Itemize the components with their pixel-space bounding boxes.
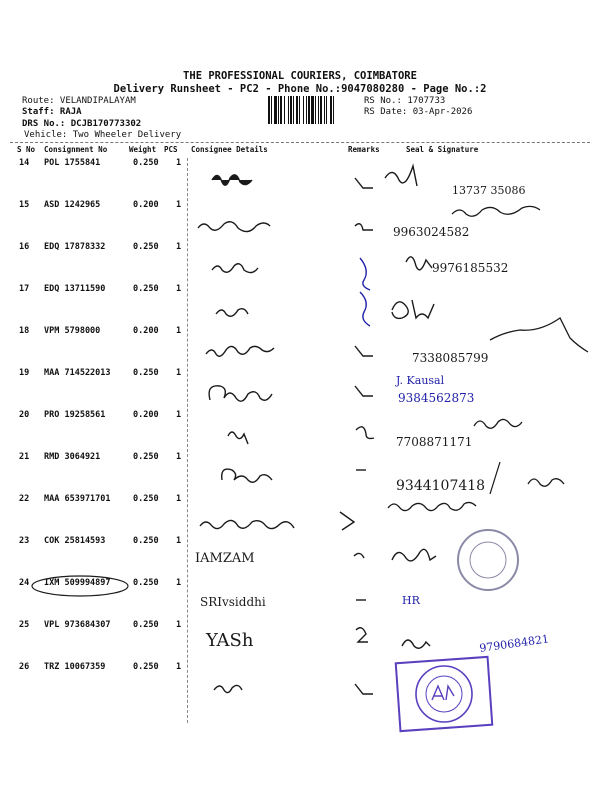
col-sno: S No bbox=[17, 145, 36, 154]
consignee-sign-16 bbox=[212, 264, 258, 273]
row-consignment: IXM 509994897 bbox=[44, 578, 111, 588]
consignee-name-23: IAMZAM bbox=[195, 551, 255, 566]
remark-mark-14 bbox=[355, 178, 373, 188]
signature-15 bbox=[452, 206, 540, 216]
route: Route: VELANDIPALAYAM bbox=[22, 96, 136, 106]
row-sno: 18 bbox=[19, 326, 30, 336]
name-19: J. Kausal bbox=[396, 374, 445, 387]
consignee-sign-19 bbox=[209, 386, 272, 401]
row-sno: 19 bbox=[19, 368, 30, 378]
signature-25 bbox=[402, 640, 430, 648]
remark-mark-26 bbox=[355, 684, 373, 694]
remark-mark-15 bbox=[355, 224, 373, 230]
rs-number: RS No.: 1707733 bbox=[364, 96, 446, 106]
row-pcs: 1 bbox=[176, 536, 182, 546]
row-consignment: MAA 653971701 bbox=[44, 494, 111, 504]
row-consignment: MAA 714522013 bbox=[44, 368, 111, 378]
row-pcs: 1 bbox=[176, 368, 182, 378]
row-consignment: EDQ 13711590 bbox=[44, 284, 106, 294]
row-pcs: 1 bbox=[176, 620, 182, 630]
slash-21 bbox=[490, 462, 500, 494]
row-weight: 0.250 bbox=[133, 662, 159, 672]
consignee-sign-14 bbox=[212, 175, 252, 185]
remark-mark-20 bbox=[356, 427, 374, 439]
remark-mark-22 bbox=[340, 512, 354, 530]
delivery-stamp bbox=[396, 657, 493, 731]
signature-21 bbox=[528, 479, 564, 487]
row-pcs: 1 bbox=[176, 284, 182, 294]
row-weight: 0.250 bbox=[133, 578, 159, 588]
row-sno: 25 bbox=[19, 620, 30, 630]
row-pcs: 1 bbox=[176, 410, 182, 420]
phone-15: 9963024582 bbox=[393, 225, 470, 239]
remark-mark-18 bbox=[355, 346, 373, 356]
consignee-sign-22 bbox=[200, 520, 294, 528]
row-consignment: COK 25814593 bbox=[44, 536, 106, 546]
row-consignment: TRZ 10067359 bbox=[44, 662, 106, 672]
col-signature: Seal & Signature bbox=[406, 145, 479, 154]
row-sno: 15 bbox=[19, 200, 30, 210]
staff: Staff: RAJA bbox=[22, 107, 82, 117]
row-consignment: ASD 1242965 bbox=[44, 200, 101, 210]
row-pcs: 1 bbox=[176, 662, 182, 672]
row-consignment: EDQ 17878332 bbox=[44, 242, 106, 252]
row-weight: 0.250 bbox=[133, 158, 159, 168]
remark-mark-16 bbox=[360, 258, 370, 290]
signature-22 bbox=[388, 502, 476, 510]
consignment-circle-24 bbox=[32, 576, 128, 596]
signature-16 bbox=[406, 257, 432, 270]
row-pcs: 1 bbox=[176, 158, 182, 168]
col-remarks: Remarks bbox=[348, 145, 380, 154]
consignee-sign-26 bbox=[214, 685, 242, 692]
row-consignment: VPM 5798000 bbox=[44, 326, 101, 336]
phone-20: 7708871171 bbox=[396, 435, 473, 449]
company-seal bbox=[458, 530, 518, 590]
row-pcs: 1 bbox=[176, 326, 182, 336]
consignee-sign-18 bbox=[206, 346, 274, 356]
consignee-sign-15 bbox=[198, 222, 270, 232]
row-sno: 14 bbox=[19, 158, 30, 168]
phone-25: 9790684821 bbox=[478, 632, 550, 655]
drs-number: DRS No.: DCJB170773302 bbox=[22, 119, 142, 129]
row-weight: 0.250 bbox=[133, 494, 159, 504]
row-weight: 0.250 bbox=[133, 452, 159, 462]
row-weight: 0.200 bbox=[133, 410, 159, 420]
consignee-sign-21 bbox=[222, 469, 272, 482]
vehicle: Vehicle: Two Wheeler Delivery bbox=[24, 130, 182, 140]
col-consignee: Consignee Details bbox=[191, 145, 268, 154]
remark-mark-17 bbox=[360, 292, 370, 326]
row-consignment: VPL 973684307 bbox=[44, 620, 111, 630]
col-pcs: PCS bbox=[164, 145, 178, 154]
row-sno: 17 bbox=[19, 284, 30, 294]
phone-21: 9344107418 bbox=[396, 478, 486, 494]
row-weight: 0.200 bbox=[133, 326, 159, 336]
row-sno: 20 bbox=[19, 410, 30, 420]
row-sno: 21 bbox=[19, 452, 30, 462]
phone-14: 13737 35086 bbox=[452, 184, 526, 197]
runsheet-subtitle: Delivery Runsheet - PC2 - Phone No.:9047080280 - Page No.:2 bbox=[113, 83, 487, 95]
row-sno: 26 bbox=[19, 662, 30, 672]
remark-mark-19 bbox=[355, 386, 373, 396]
row-sno: 16 bbox=[19, 242, 30, 252]
row-consignment: POL 1755841 bbox=[44, 158, 101, 168]
row-weight: 0.250 bbox=[133, 242, 159, 252]
row-weight: 0.250 bbox=[133, 284, 159, 294]
row-pcs: 1 bbox=[176, 200, 182, 210]
row-pcs: 1 bbox=[176, 452, 182, 462]
phone-18: 7338085799 bbox=[412, 351, 489, 365]
row-weight: 0.200 bbox=[133, 200, 159, 210]
consignee-name-25: YASh bbox=[206, 630, 254, 651]
rs-date: RS Date: 03-Apr-2026 bbox=[364, 107, 473, 117]
consignee-sign-20 bbox=[228, 432, 248, 444]
remark-mark-25 bbox=[356, 628, 368, 642]
row-pcs: 1 bbox=[176, 578, 182, 588]
remark-mark-23 bbox=[354, 553, 364, 558]
phone-19: 9384562873 bbox=[398, 391, 475, 405]
row-consignment: RMD 3064921 bbox=[44, 452, 101, 462]
row-weight: 0.250 bbox=[133, 368, 159, 378]
signature-23 bbox=[392, 549, 436, 561]
row-weight: 0.250 bbox=[133, 620, 159, 630]
signature-18 bbox=[490, 318, 588, 352]
consignee-sign-17 bbox=[216, 309, 248, 317]
row-pcs: 1 bbox=[176, 242, 182, 252]
signature-17 bbox=[392, 300, 434, 318]
row-sno: 23 bbox=[19, 536, 30, 546]
company-title: THE PROFESSIONAL COURIERS, COIMBATORE bbox=[183, 70, 417, 82]
signature-24: HR bbox=[402, 594, 420, 607]
signature-20 bbox=[474, 419, 522, 428]
col-weight: Weight bbox=[129, 145, 157, 154]
row-pcs: 1 bbox=[176, 494, 182, 504]
row-consignment: PRO 19258561 bbox=[44, 410, 106, 420]
col-consignment: Consignment No bbox=[44, 145, 108, 154]
consignee-name-24: SRIvsiddhi bbox=[200, 595, 266, 609]
phone-16: 9976185532 bbox=[432, 261, 509, 275]
row-sno: 24 bbox=[19, 578, 30, 588]
signature-14 bbox=[385, 166, 417, 186]
row-sno: 22 bbox=[19, 494, 30, 504]
row-weight: 0.250 bbox=[133, 536, 159, 546]
